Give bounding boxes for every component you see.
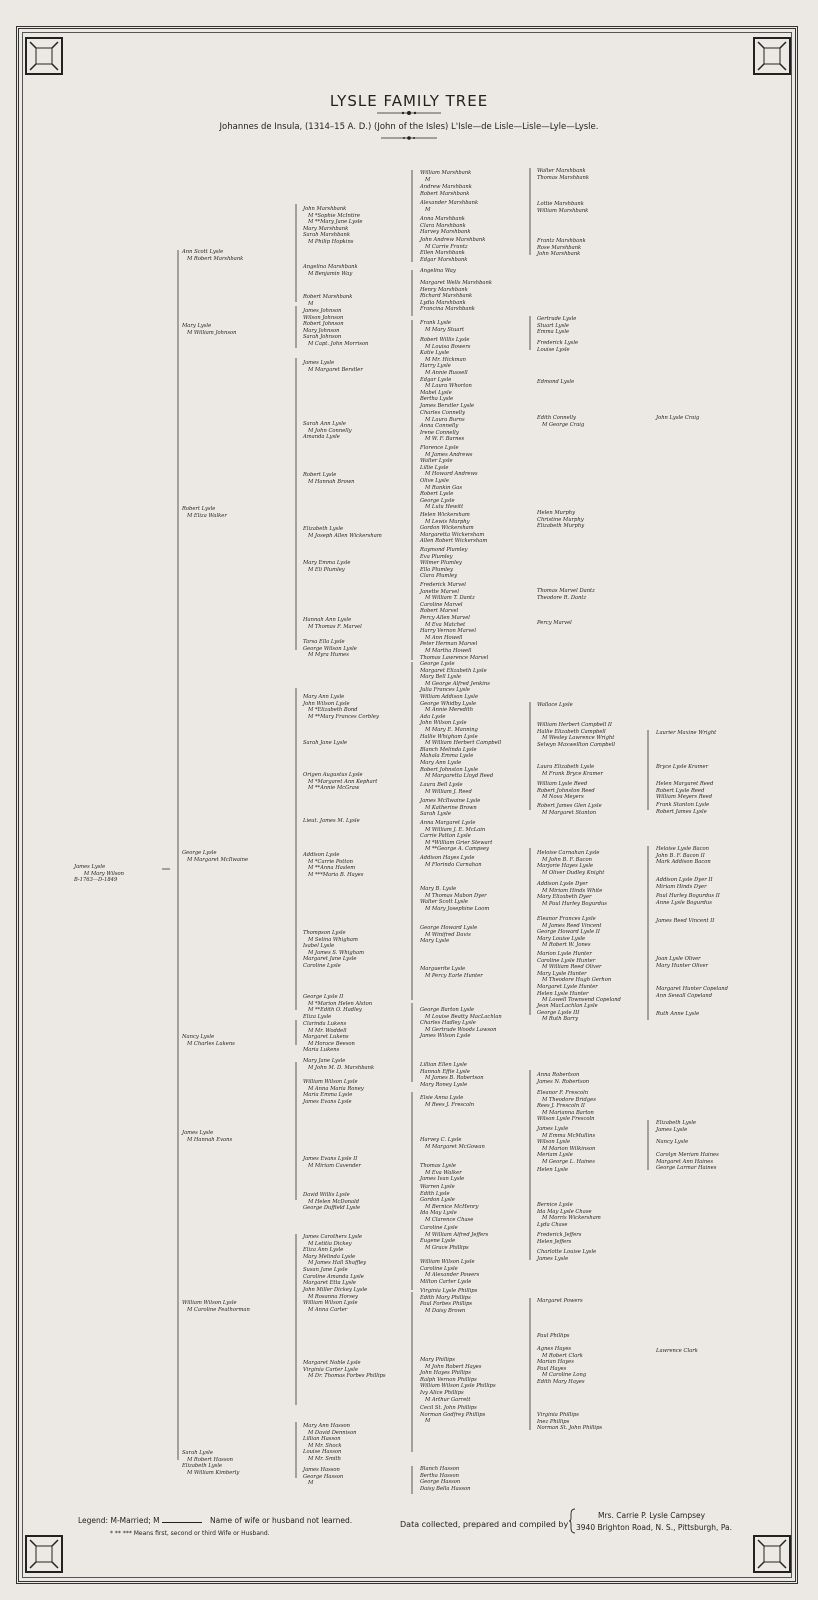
tree-node: Mary Phillips M John Robert Hayes John Hayes Phillips Ralph Vernon Phillips William Wilson Lysle Phillips Ivy Alice Phillips M Arthur Garrett — [420, 1357, 496, 1403]
tree-node: James Lysle M Margaret Berstler — [303, 360, 363, 373]
tree-node: David Willis Lysle M Helen McDonald George Duffield Lysle — [303, 1192, 361, 1212]
tree-node: Addison Lysle Dyer II Miriam Hinds Dyer — [656, 877, 713, 890]
tree-node: Elizabeth Lysle M Joseph Allen Wickersham — [303, 526, 382, 539]
tree-node: Walter Marshbank Thomas Marshbank — [537, 168, 590, 181]
tree-node: Elsie Anna Lysle M Rees J. Frescoln — [420, 1095, 475, 1108]
compiled-by: Data collected, prepared and compiled by — [400, 1520, 569, 1529]
tree-node: William Lysle Reed Robert Johnston Reed M Nova Meyers — [537, 781, 595, 801]
tree-node: Paul Phillips — [537, 1333, 570, 1339]
tree-node: Lillian Ellen Lysle Hannah Effie Lysle M James B. Robertson Mary Roney Lysle — [420, 1062, 484, 1088]
tree-node: Marguerite Lysle M Percy Earle Hunter — [420, 966, 483, 979]
tree-node-root: James Lysle M Mary Wilson B-1763—D-1849 — [74, 864, 125, 884]
tree-node: Frank Lysle M Mary Stuart — [420, 320, 465, 333]
tree-node: Wallace Lysle — [537, 702, 573, 708]
tree-node: William Wilson Lysle M Caroline Feathorman — [182, 1300, 250, 1313]
tree-node: Helen Murphy Christine Murphy Elizabeth Murphy — [537, 510, 585, 530]
tree-node: William Wilson Lysle M Anna Maria Roney Maria Emma Lysle James Evans Lysle — [303, 1079, 364, 1105]
page-subtitle: Johannes de Insula, (1314–15 A. D.) (John of the Isles) L'Isle—de Lisle—Lisle—Lyle—Lysle. — [219, 122, 599, 132]
tree-node: Lawrence Clark — [656, 1348, 698, 1354]
tree-node: Thomas Marvel Dantz Theodore R. Dantz — [537, 588, 595, 601]
tree-node: Charles Connelly M Laura Burns Anna Connelly Irene Connelly M W. F. Barnes — [420, 410, 466, 443]
tree-node: Margaret Noble Lysle Virginia Carter Lysle M Dr. Thomas Forbes Phillips — [303, 1360, 386, 1380]
tree-node: Florence Lysle M James Andrews Walter Lysle Lillie Lysle M Howard Andrews Olive Lysle M Rankin Gas Robert Lysle George Lysle M Lulu Hewitt — [420, 445, 478, 511]
tree-node: Mary B. Lysle M Thomas Mabon Dyer Walter Scott Lysle M Mary Josephine Loom — [420, 886, 490, 912]
tree-node: Margaret Powers — [537, 1298, 583, 1304]
tree-node: John Andrew Marshbank M Carrie Frantz Ellen Marshbank Edgar Marshbank — [420, 237, 486, 263]
tree-node: Clarinda Lukens M Mr. Woddell Margaret Lukens M Horace Beeson Maria Lukens — [303, 1021, 355, 1054]
tree-node: Warren Lysle Edith Lysle Gordon Lysle M Bernice McHenry Ida May Lysle M Clarence Chase — [420, 1184, 479, 1223]
tree-node: Laura Bell Lysle M William J. Reed — [420, 782, 472, 795]
tree-node: Gertrude Lysle Stuart Lysle Emma Lysle — [537, 316, 577, 336]
tree-node: Sarah Ann Lysle M John Connelly Amanda Lysle — [303, 421, 352, 441]
tree-node: Anna Marshbank Clara Marshbank Harvey Marshbank — [420, 216, 471, 236]
tree-node: Sarah Lysle M Robert Hasson Elizabeth Lysle M William Kimberly — [182, 1450, 240, 1476]
legend-married: M-Married; M — [110, 1516, 160, 1525]
page-title: LYSLE FAMILY TREE — [329, 92, 489, 110]
tree-node: Elizabeth Lysle James Lysle — [656, 1120, 697, 1133]
tree-node: James McIlwaine Lysle M Katherine Brown Sarah Lysle — [420, 798, 481, 818]
tree-node: Paul Hurley Bogurdus II Anne Lysle Bogurdus — [656, 893, 720, 906]
tree-node: Anna Robertson James N. Robertson — [537, 1072, 590, 1085]
tree-node: Percy Marvel — [537, 620, 572, 626]
tree-node: Tarsa Ella Lysle George Wilson Lysle M Myra Humes — [303, 639, 357, 659]
compiled-brace — [568, 1508, 576, 1534]
tree-node: William Marshbank M — [420, 170, 472, 183]
tree-node: James Evans Lysle II M Miriam Cavender — [303, 1156, 361, 1169]
tree-node: Thompson Lysle M Selina Whigham Isabel Lysle M James S. Whigham Margaret Jane Lysle Caroline Lysle — [303, 930, 365, 969]
tree-node: Margaret Hunter Copeland Ann Sewall Copeland — [656, 986, 728, 999]
tree-node: George Lysle Margaret Elizabeth Lysle Mary Bell Lysle M George Alfred Jenkins Julia Frances Lysle William Addison Lysle George Whidby Lysle M Annie Meredith Ada Lysle John Wilson Lysle M Mary E. Manning Hallie Whigham Lysle M William Herbert Campbell Blanch Melinda Lysle Mahala Emma Lysle Mary Ann Lysle Robert Johnston Lysle M Margaretta Lloyd Reed — [420, 661, 502, 780]
tree-node: Charlotte Louise Lysle James Lysle — [537, 1249, 597, 1262]
tree-node: Frederick Marvel Janette Marvel M William T. Dantz Caroline Marvel Robert Marvel Percy Allen Marvel M Eva Matchet Harry Vernon Marvel M Ann Howell Peter Herman Marvel M Martha Howell Thomas Lawrence Marvel — [420, 582, 489, 661]
tree-node: Hannah Ann Lysle M Thomas F. Marvel — [303, 617, 362, 630]
tree-node: George Lysle M Margaret McIlwaine — [182, 850, 249, 863]
tree-node: Frederick Lysle Louise Lysle — [537, 340, 579, 353]
tree-node: Addison Lysle Dyer M Miriam Hinds White Mary Elizabeth Dyer M Paul Hurley Bogurdus — [537, 881, 607, 907]
tree-node: Robert Willis Lysle M Louisa Bowers Katie Lysle M Mr. Hickman Harry Lysle M Annie Russell Edgar Lysle M Laura Whorton Mabel Lysle Bertha Lysle James Berstler Lysle — [420, 337, 475, 409]
tree-node: George Howard Lysle M Winifred Davis Mary Lysle — [420, 925, 478, 945]
tree-node: Virginia Lysle Phillips Edith Mary Phillips Paul Forbes Phillips M Daisy Brown — [420, 1288, 478, 1314]
tree-node: Robert Marshbank M — [303, 294, 353, 307]
compiler-name: Mrs. Carrie P. Lysle Campsey — [598, 1511, 706, 1520]
tree-node: Origen Augustus Lysle M *Margaret Ann Kephart M **Annie McGraw — [303, 772, 378, 792]
tree-node: Lottie Marshbank William Marshbank — [537, 201, 589, 214]
tree-node: Thomas Lysle M Eva Walker James Ivan Lysle — [420, 1163, 465, 1183]
tree-node: Helen Wickersham M Lewis Murphy Gordon Wickersham Margaretta Wickersham Allen Robert Wickersham — [420, 512, 488, 545]
tree-node: George Lysle II M *Marion Helen Alston M **Edith O. Hadley Eliza Lysle — [303, 994, 373, 1020]
tree-node: Harvey C. Lysle M Margaret McGowan — [420, 1137, 485, 1150]
tree-node: Marion Lysle Hunter Caroline Lysle Hunter M William Reed Oliver Mary Lysle Hunter M Theodore Hugh Gerhon Margaret Lysle Hunter Helen Lysle Hunter M Lowell Townsend Copeland — [537, 951, 621, 1004]
legend-label: Legend: — [78, 1516, 109, 1525]
tree-node: Mary Ann Hasson M David Dennison Lillian Hasson M Mr. Shock Louise Hasson M Mr. Smith — [303, 1423, 357, 1462]
tree-node: Jean MacLachlan Lysle George Lysle III M Ruth Barry — [537, 1003, 598, 1023]
tree-node: Frantz Marshbank Rose Marshbank John Marshbank — [537, 238, 586, 258]
tree-node: Robert James Glen Lysle M Margaret Stanton — [537, 803, 602, 816]
tree-node: William Herbert Campbell II Hallie Elizabeth Campbell M Wesley Lawrence Wright Selwyn Maxwellton Campbell — [537, 722, 616, 748]
legend-order: * ** *** Means first, second or third Wife or Husband. — [110, 1530, 270, 1537]
tree-node: Addison Hayes Lysle M Florinda Carnahan — [420, 855, 482, 868]
tree-node: James Reed Vincent II — [656, 918, 715, 924]
tree-node: Raymond Plumley Eva Plumley Wilmer Plumley Ella Plumley Clara Plumley — [420, 547, 468, 580]
tree-node: Angelina Marshbank M Benjamin Way — [303, 264, 358, 277]
tree-node: James Carothers Lysle M Letitia Dickey Eliza Ann Lysle Mary Melinda Lysle M James Hall Shaffley Susan Jane Lysle Caroline Amanda Lysle Margaret Etta Lysle — [303, 1234, 367, 1287]
tree-node: Cecil St. John Phillips Norman Godfrey Phillips M — [420, 1405, 486, 1425]
tree-node: Frank Stanton Lysle Robert James Lysle — [656, 802, 710, 815]
legend — [78, 1512, 352, 1529]
tree-node: Caroline Lysle M William Alfred Jeffers Eugene Lysle M Grace Phillips — [420, 1225, 489, 1251]
compiler-address-block — [576, 1510, 732, 1534]
tree-node: Heloise Lysle Bacon John B. F. Bacon II Mark Addison Bacon — [656, 846, 711, 866]
tree-node: Joan Lysle Oliver Mary Hunter Oliver — [656, 956, 709, 969]
tree-node: Helen Lysle — [537, 1167, 568, 1173]
tree-node: Nancy Lysle M Charles Lukens — [182, 1034, 235, 1047]
tree-node: James Lysle M Emma McMullins Wilson Lysle M Marion Wilkinson Meriam Lysle M George L. Haines — [537, 1126, 596, 1165]
tree-node: Mary Lysle M William Johnson — [182, 323, 237, 336]
tree-node: Margaret Wells Marshbank Henry Marshbank Richard Marshbank Lydia Marshbank Francina Marshbank — [420, 280, 492, 313]
legend-wife-unknown: Name of wife or husband not learned. — [209, 1516, 353, 1525]
tree-node: Laura Elizabeth Lysle M Frank Bryce Kramer — [537, 764, 603, 777]
tree-node: Frederick Jeffers Helen Jeffers — [537, 1232, 582, 1245]
tree-node: Edmond Lysle — [537, 379, 575, 385]
tree-node: Carolyn Meriam Haines Margaret Ann Haines George Larmar Haines — [656, 1152, 719, 1172]
tree-node: Nancy Lysle — [656, 1139, 689, 1145]
tree-node: Alexander Marshbank M — [420, 200, 479, 213]
tree-node: Mary Jane Lysle M John M. D. Marshbank — [303, 1058, 375, 1071]
tree-node: John Lysle Craig — [656, 415, 700, 421]
tree-node: James Lysle M Hannah Evans — [182, 1130, 233, 1143]
tree-node: Virginia Phillips Inez Phillips Norman St. John Phillips — [537, 1412, 603, 1432]
tree-node: Helen Margaret Reed Robert Lysle Reed William Meyers Reed — [656, 781, 714, 801]
tree-node: James Hasson George Hasson M — [303, 1467, 344, 1487]
tree-node: Ruth Anne Lysle — [656, 1011, 700, 1017]
tree-node: Lieut. James M. Lysle — [303, 818, 360, 824]
tree-node: Laurier Maxine Wright — [656, 730, 717, 736]
tree-node: Andrew Marshbank Robert Marshbank — [420, 184, 472, 197]
tree-node: Addison Lysle M *Carrie Potton M **Anna Haslem M ***Maria B. Hayes — [303, 852, 364, 878]
tree-node: James Johnson Wilson Johnson Robert Johnson Mary Johnson Sarah Johnson M Capt. John Morrison — [303, 308, 369, 347]
tree-node: George Barton Lysle M Louise Beatty MacLachlan Charles Hadley Lysle M Gertrude Woods Lawson James Wilson Lysle — [420, 1007, 502, 1040]
tree-node: Blanch Hasson Bertha Hasson George Hasson Daisy Bella Hasson — [420, 1466, 471, 1492]
tree-node: Sarah Jane Lysle — [303, 740, 348, 746]
tree-node: William Wilson Lysle Caroline Lysle M Alexander Powers Milton Carter Lysle — [420, 1259, 480, 1285]
tree-node: Eleanor Frances Lysle M James Reed Vincent George Howard Lysle II Mary Louise Lysle M Robert W. Jones — [537, 916, 602, 949]
tree-node: Ann Scott Lysle M Robert Marshbank — [182, 249, 244, 262]
tree-node: Robert Lysle M Eliza Walker — [182, 506, 227, 519]
tree-node: Bernice Lysle Ida May Lysle Chase M Morris Wickersham Lyda Chase — [537, 1202, 601, 1228]
tree-node: Bryce Lysle Kramer — [656, 764, 709, 770]
tree-node: Agnes Hayes M Robert Clark Marian Hayes Paul Hayes M Caroline Long Edith Mary Hayes — [537, 1346, 587, 1385]
compiler-address: 3940 Brighton Road, N. S., Pittsburgh, Pa. — [576, 1523, 732, 1532]
tree-node: Heloise Carnahan Lysle M John B. F. Bacon Marjorie Hayes Lysle M Oliver Dudley Knight — [537, 850, 605, 876]
tree-node: John Marshbank M *Sophie McIntire M **Mary Jane Lysle Mary Marshbank Sarah Marshbank M Philip Hopkins — [303, 206, 363, 245]
tree-node: Angelina Way — [420, 268, 456, 274]
tree-node: John Miller Dickey Lysle M Rosanna Horsey William Wilson Lysle M Anna Carter — [303, 1287, 368, 1313]
tree-node: Edith Connelly M George Craig — [537, 415, 585, 428]
tree-node: Anna Margaret Lysle M William J. E. McLain Carrie Patton Lysle M *William Grier Stewart M **George A. Campsey — [420, 820, 493, 853]
tree-node: Eleanor F. Frescoln M Theodore Bridges Rees J. Frescoln II M Marianna Barton Wilson Lysle Frescoln — [537, 1090, 596, 1123]
tree-node: Robert Lysle M Hannah Brown — [303, 472, 355, 485]
tree-node: Mary Emma Lysle M Eli Plumley — [303, 560, 351, 573]
tree-node: Mary Ann Lysle John Wilson Lysle M *Elizabeth Bond M **Mary Frances Corbley — [303, 694, 379, 720]
